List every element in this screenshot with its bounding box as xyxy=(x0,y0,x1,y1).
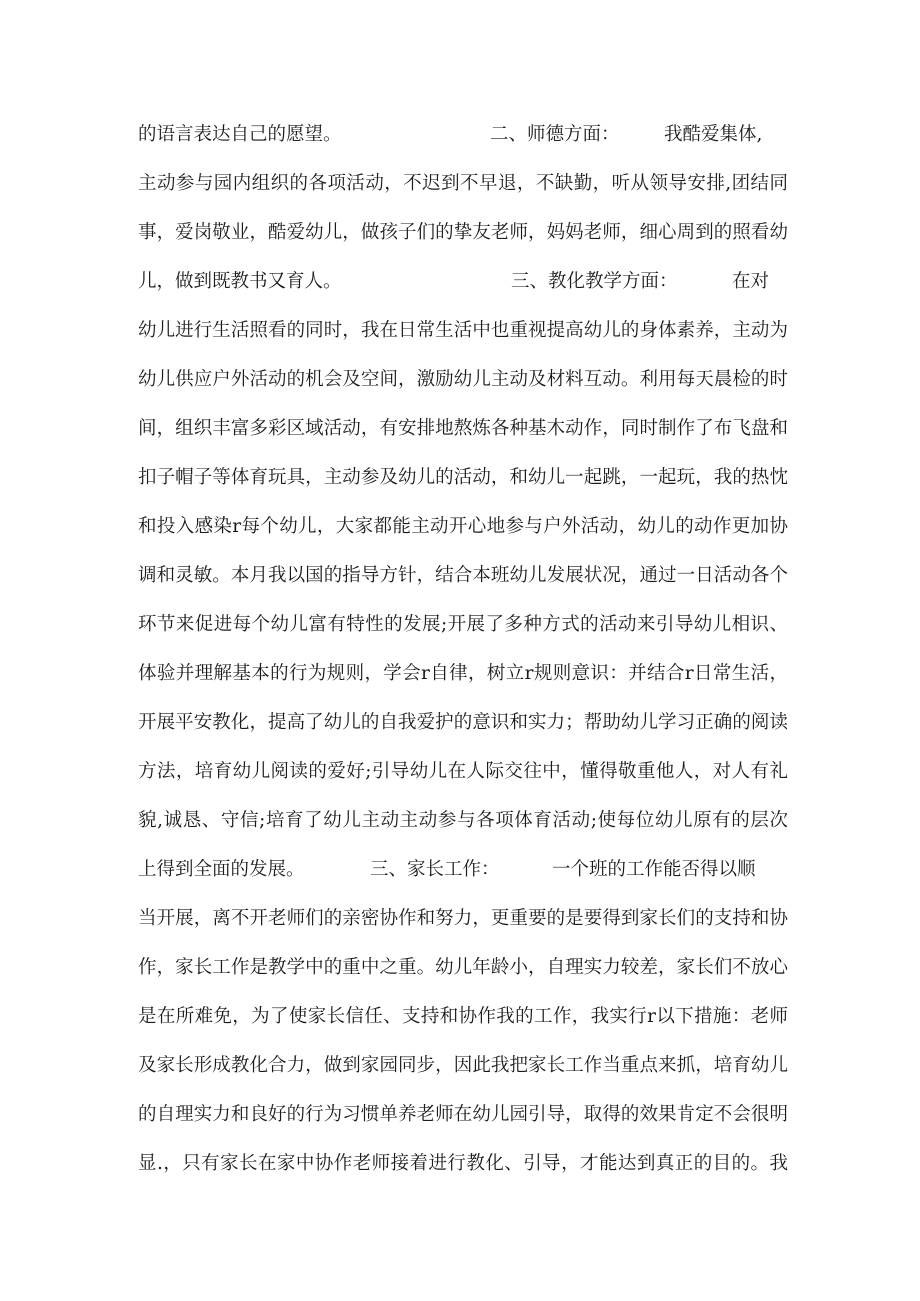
text-line xyxy=(138,845,788,894)
text-line: 及家长形成教化合力，做到家园同步，因此我把家长工作当重点来抓，培育幼儿 xyxy=(138,1055,788,1076)
text-segment: 儿，做到既教书又育人。 xyxy=(138,271,342,292)
section-heading: 三、家长工作： xyxy=(370,859,500,880)
text-line: 调和灵敏。本月我以国的指导方针，结合本班幼儿发展状况，通过一日活动各个 xyxy=(138,565,788,586)
text-segment: 在对 xyxy=(732,271,770,292)
text-line xyxy=(138,110,788,159)
text-segment: 的语言表达自己的愿望。 xyxy=(138,124,342,145)
text-line: 当开展，离不开老师们的亲密协作和努力，更重要的是要得到家长们的支持和协 xyxy=(138,908,788,929)
text-line: 和投入感染r每个幼儿，大家都能主动开心地参与户外活动，幼儿的动作更加协 xyxy=(138,516,788,537)
text-line: 开展平安教化，提高了幼儿的自我爱护的意识和实力；帮助幼儿学习正确的阅读 xyxy=(138,712,788,733)
section-heading: 二、师德方面： xyxy=(490,124,620,145)
text-line: 主动参与园内组织的各项活动，不迟到不早退，不缺勤，听从领导安排,团结同 xyxy=(138,173,788,194)
text-line: 体验并理解基本的行为规则，学会r自律，树立r规则意识：并结合r日常生活， xyxy=(138,663,788,684)
text-line: 环节来促进每个幼儿富有特性的发展;开展了多种方式的活动来引导幼儿相识、 xyxy=(138,614,788,635)
text-line: 的自理实力和良好的行为习惯单养老师在幼儿园引导，取得的效果肯定不会很明 xyxy=(138,1104,788,1125)
text-line: 间，组织丰富多彩区域活动，有安排地熬炼各种基木动作，同时制作了布飞盘和 xyxy=(138,418,788,439)
text-line xyxy=(138,257,788,306)
text-line: 是在所难免，为了使家长信任、支持和协作我的工作，我实行r以下措施：老师 xyxy=(138,1006,788,1027)
text-line: 事，爱岗敬业，酷爱幼儿，做孩子们的挚友老师，妈妈老师，细心周到的照看幼 xyxy=(138,222,788,243)
text-line: 幼儿进行生活照看的同时，我在日常生活中也重视提高幼儿的身体素养，主动为 xyxy=(138,320,788,341)
text-segment: 一个班的工作能否得以顺 xyxy=(552,859,756,880)
section-heading: 三、教化教学方面： xyxy=(511,271,678,292)
text-line: 幼儿供应户外活动的机会及空间，激励幼儿主动及材料互动。利用每天晨检的时 xyxy=(138,369,788,390)
text-line: 方法，培育幼儿阅读的爱好;引导幼儿在人际交往中，懂得敬重他人，对人有礼 xyxy=(138,761,788,782)
text-line: 扣子帽子等体育玩具，主动参及幼儿的活动，和幼儿一起跳，一起玩，我的热忱 xyxy=(138,467,788,488)
text-line: 作，家长工作是教学中的重中之重。幼儿年龄小，自理实力较差，家长们不放心 xyxy=(138,957,788,978)
text-line: 貌,诚恳、守信;培育了幼儿主动主动参与各项体育活动;使每位幼儿原有的层次 xyxy=(138,810,788,831)
text-line: 显.，只有家长在家中协作老师接着进行教化、引导，才能达到真正的目的。我 xyxy=(138,1153,788,1174)
text-segment: 我酷爱集体, xyxy=(664,124,763,145)
text-segment: 上得到全面的发展。 xyxy=(138,859,305,880)
body-text xyxy=(138,110,788,1188)
